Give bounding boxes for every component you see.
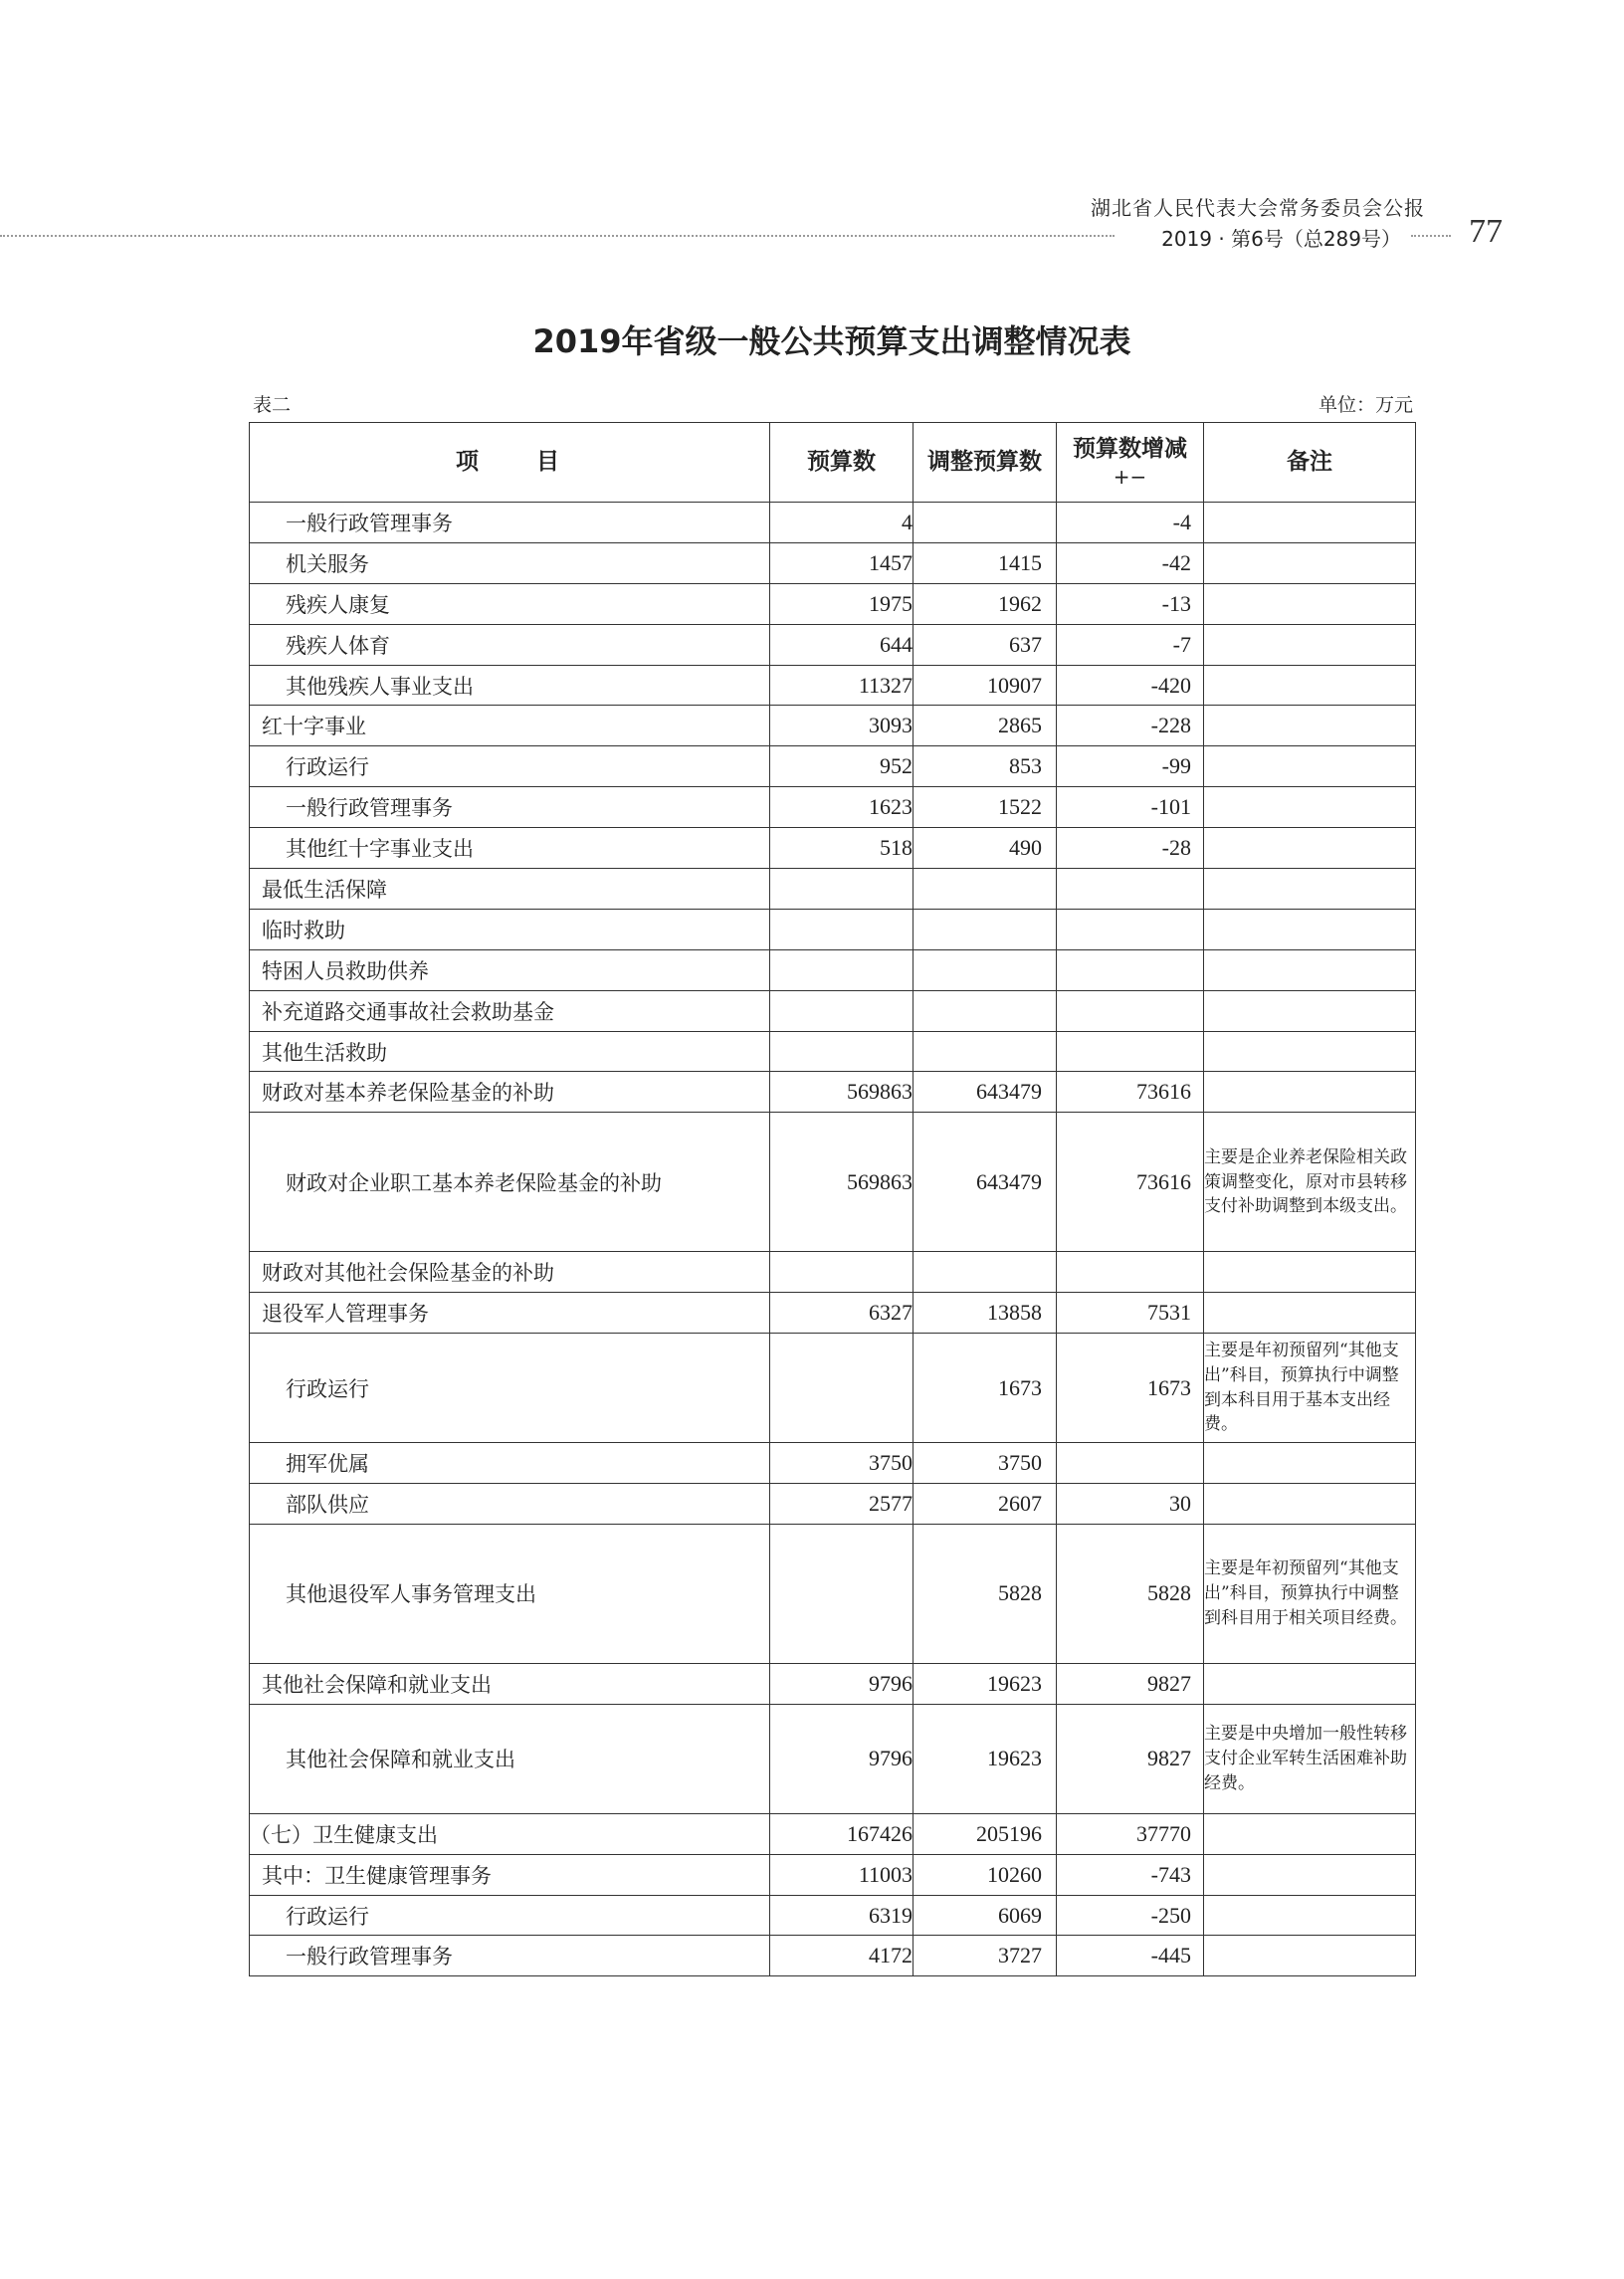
row-adjusted-budget: 490	[914, 828, 1057, 869]
row-adjusted-budget: 10260	[914, 1854, 1057, 1895]
table-row	[250, 828, 1416, 869]
header-budget-change	[1057, 423, 1204, 503]
row-budget	[770, 1524, 914, 1663]
row-budget-change: -42	[1057, 542, 1204, 583]
row-item-name: 机关服务	[250, 542, 770, 583]
row-item-name: 其他残疾人事业支出	[250, 665, 770, 706]
row-note	[1204, 1252, 1416, 1293]
table-row	[250, 1813, 1416, 1854]
table-row	[250, 1031, 1416, 1072]
row-budget: 167426	[770, 1813, 914, 1854]
row-item-name: 行政运行	[250, 1895, 770, 1936]
row-item-name: 退役军人管理事务	[250, 1293, 770, 1334]
row-item-name: 临时救助	[250, 909, 770, 949]
row-budget	[770, 869, 914, 910]
table-row	[250, 624, 1416, 665]
table-row	[250, 542, 1416, 583]
table-row	[250, 1113, 1416, 1252]
row-budget	[770, 909, 914, 949]
row-budget-change	[1057, 909, 1204, 949]
header-budget-change-line1: 预算数增减	[1073, 435, 1187, 462]
row-adjusted-budget: 1415	[914, 542, 1057, 583]
row-budget: 644	[770, 624, 914, 665]
row-note	[1204, 624, 1416, 665]
row-budget-change: -445	[1057, 1936, 1204, 1976]
row-adjusted-budget	[914, 949, 1057, 990]
row-budget: 569863	[770, 1113, 914, 1252]
row-item-name: 一般行政管理事务	[250, 787, 770, 828]
row-budget: 1975	[770, 583, 914, 624]
row-budget: 2577	[770, 1484, 914, 1525]
table-row	[250, 949, 1416, 990]
row-adjusted-budget: 10907	[914, 665, 1057, 706]
table-label: 表二	[253, 394, 292, 416]
row-item-name: 行政运行	[250, 1334, 770, 1443]
row-adjusted-budget	[914, 1031, 1057, 1072]
row-item-name: 一般行政管理事务	[250, 503, 770, 543]
row-adjusted-budget: 5828	[914, 1524, 1057, 1663]
header-note: 备注	[1204, 423, 1416, 503]
row-note	[1204, 828, 1416, 869]
row-budget	[770, 990, 914, 1031]
row-item-name: 拥军优属	[250, 1443, 770, 1484]
table-row	[250, 1854, 1416, 1895]
row-budget: 11327	[770, 665, 914, 706]
header-item: 项 目	[250, 423, 770, 503]
row-budget	[770, 949, 914, 990]
row-note	[1204, 1031, 1416, 1072]
table-row	[250, 1072, 1416, 1113]
row-note	[1204, 869, 1416, 910]
row-adjusted-budget: 3727	[914, 1936, 1057, 1976]
row-adjusted-budget: 19623	[914, 1663, 1057, 1704]
row-budget-change: 37770	[1057, 1813, 1204, 1854]
row-item-name: 其他红十字事业支出	[250, 828, 770, 869]
row-note	[1204, 1936, 1416, 1976]
row-budget: 1623	[770, 787, 914, 828]
page-title: 2019年省级一般公共预算支出调整情况表	[532, 322, 1131, 360]
row-budget: 518	[770, 828, 914, 869]
row-budget-change: -228	[1057, 706, 1204, 746]
row-budget-change: 9827	[1057, 1704, 1204, 1813]
table-row	[250, 1293, 1416, 1334]
row-note	[1204, 1813, 1416, 1854]
row-item-name: 残疾人体育	[250, 624, 770, 665]
journal-name: 湖北省人民代表大会常务委员会公报	[1091, 196, 1425, 220]
row-item-name: 一般行政管理事务	[250, 1936, 770, 1976]
row-note	[1204, 583, 1416, 624]
row-budget: 11003	[770, 1854, 914, 1895]
table-row	[250, 503, 1416, 543]
table-row	[250, 787, 1416, 828]
row-budget-change	[1057, 990, 1204, 1031]
table-row	[250, 1524, 1416, 1663]
row-item-name: 特困人员救助供养	[250, 949, 770, 990]
table-row	[250, 746, 1416, 787]
header-budget-change-line2: +−	[1113, 465, 1147, 490]
header-rule-right	[1411, 235, 1451, 237]
issue-number: 2019 · 第6号（总289号）	[1155, 223, 1407, 252]
row-adjusted-budget	[914, 503, 1057, 543]
row-item-name: 行政运行	[250, 746, 770, 787]
table-row	[250, 1663, 1416, 1704]
row-adjusted-budget: 13858	[914, 1293, 1057, 1334]
row-budget	[770, 1031, 914, 1072]
row-adjusted-budget: 6069	[914, 1895, 1057, 1936]
table-row	[250, 990, 1416, 1031]
row-budget-change: 9827	[1057, 1663, 1204, 1704]
table-row	[250, 1895, 1416, 1936]
unit-label: 单位：万元	[1318, 394, 1413, 416]
row-item-name: 其他社会保障和就业支出	[250, 1704, 770, 1813]
row-budget: 9796	[770, 1663, 914, 1704]
row-note	[1204, 1854, 1416, 1895]
row-note	[1204, 1443, 1416, 1484]
row-note: 主要是企业养老保险相关政策调整变化，原对市县转移支付补助调整到本级支出。	[1204, 1113, 1416, 1252]
row-note	[1204, 665, 1416, 706]
row-item-name: 最低生活保障	[250, 869, 770, 910]
row-budget-change: 73616	[1057, 1072, 1204, 1113]
row-budget: 4172	[770, 1936, 914, 1976]
row-budget-change	[1057, 1031, 1204, 1072]
row-budget-change: 73616	[1057, 1113, 1204, 1252]
row-budget	[770, 1334, 914, 1443]
row-budget	[770, 1252, 914, 1293]
row-note	[1204, 1072, 1416, 1113]
header-budget: 预算数	[770, 423, 914, 503]
row-adjusted-budget	[914, 990, 1057, 1031]
row-budget-change: -4	[1057, 503, 1204, 543]
row-note	[1204, 1895, 1416, 1936]
row-budget-change: -99	[1057, 746, 1204, 787]
row-budget-change: 5828	[1057, 1524, 1204, 1663]
row-adjusted-budget: 1673	[914, 1334, 1057, 1443]
row-budget: 9796	[770, 1704, 914, 1813]
row-budget: 569863	[770, 1072, 914, 1113]
row-budget: 4	[770, 503, 914, 543]
row-adjusted-budget	[914, 909, 1057, 949]
row-budget-change: 30	[1057, 1484, 1204, 1525]
table-row	[250, 869, 1416, 910]
row-budget-change	[1057, 1443, 1204, 1484]
row-note: 主要是年初预留列“其他支出”科目，预算执行中调整到本科目用于基本支出经费。	[1204, 1334, 1416, 1443]
row-item-name: （七）卫生健康支出	[250, 1813, 770, 1854]
row-budget-change: -101	[1057, 787, 1204, 828]
row-note	[1204, 990, 1416, 1031]
row-note	[1204, 1484, 1416, 1525]
budget-adjustment-table	[249, 422, 1416, 1976]
row-budget: 1457	[770, 542, 914, 583]
row-adjusted-budget	[914, 869, 1057, 910]
table-row	[250, 1252, 1416, 1293]
row-note	[1204, 909, 1416, 949]
row-note	[1204, 787, 1416, 828]
row-budget-change: -420	[1057, 665, 1204, 706]
row-item-name: 财政对其他社会保险基金的补助	[250, 1252, 770, 1293]
row-adjusted-budget: 205196	[914, 1813, 1057, 1854]
row-note: 主要是中央增加一般性转移支付企业军转生活困难补助经费。	[1204, 1704, 1416, 1813]
row-item-name: 财政对基本养老保险基金的补助	[250, 1072, 770, 1113]
row-budget-change: -13	[1057, 583, 1204, 624]
row-adjusted-budget: 643479	[914, 1113, 1057, 1252]
row-budget-change: -743	[1057, 1854, 1204, 1895]
row-item-name: 补充道路交通事故社会救助基金	[250, 990, 770, 1031]
row-budget: 3750	[770, 1443, 914, 1484]
table-row	[250, 706, 1416, 746]
row-item-name: 其他退役军人事务管理支出	[250, 1524, 770, 1663]
table-header-row	[250, 423, 1416, 503]
row-adjusted-budget: 1962	[914, 583, 1057, 624]
page-number: 77	[1469, 213, 1503, 250]
row-note: 主要是年初预留列“其他支出”科目，预算执行中调整到科目用于相关项目经费。	[1204, 1524, 1416, 1663]
row-budget-change	[1057, 1252, 1204, 1293]
row-budget: 6319	[770, 1895, 914, 1936]
row-adjusted-budget: 2607	[914, 1484, 1057, 1525]
table-row	[250, 909, 1416, 949]
row-item-name: 其他社会保障和就业支出	[250, 1663, 770, 1704]
row-budget-change	[1057, 869, 1204, 910]
row-adjusted-budget: 643479	[914, 1072, 1057, 1113]
row-item-name: 财政对企业职工基本养老保险基金的补助	[250, 1113, 770, 1252]
header-rule	[0, 235, 1115, 237]
row-adjusted-budget: 19623	[914, 1704, 1057, 1813]
table-row	[250, 1704, 1416, 1813]
row-adjusted-budget: 853	[914, 746, 1057, 787]
row-adjusted-budget: 1522	[914, 787, 1057, 828]
row-budget: 3093	[770, 706, 914, 746]
row-budget-change: -28	[1057, 828, 1204, 869]
table-row	[250, 1334, 1416, 1443]
table-row	[250, 583, 1416, 624]
row-budget-change: 1673	[1057, 1334, 1204, 1443]
row-adjusted-budget	[914, 1252, 1057, 1293]
row-budget: 952	[770, 746, 914, 787]
row-item-name: 部队供应	[250, 1484, 770, 1525]
row-budget-change: -250	[1057, 1895, 1204, 1936]
row-note	[1204, 503, 1416, 543]
row-note	[1204, 1293, 1416, 1334]
header-adjusted-budget: 调整预算数	[914, 423, 1057, 503]
row-budget-change: 7531	[1057, 1293, 1204, 1334]
row-adjusted-budget: 3750	[914, 1443, 1057, 1484]
row-note	[1204, 949, 1416, 990]
row-budget-change: -7	[1057, 624, 1204, 665]
row-item-name: 其他生活救助	[250, 1031, 770, 1072]
row-budget: 6327	[770, 1293, 914, 1334]
row-adjusted-budget: 637	[914, 624, 1057, 665]
row-item-name: 其中：卫生健康管理事务	[250, 1854, 770, 1895]
table-row	[250, 1443, 1416, 1484]
row-note	[1204, 542, 1416, 583]
table-row	[250, 1936, 1416, 1976]
row-note	[1204, 706, 1416, 746]
table-row	[250, 665, 1416, 706]
row-budget-change	[1057, 949, 1204, 990]
row-item-name: 残疾人康复	[250, 583, 770, 624]
row-item-name: 红十字事业	[250, 706, 770, 746]
table-row	[250, 1484, 1416, 1525]
row-adjusted-budget: 2865	[914, 706, 1057, 746]
row-note	[1204, 1663, 1416, 1704]
row-note	[1204, 746, 1416, 787]
